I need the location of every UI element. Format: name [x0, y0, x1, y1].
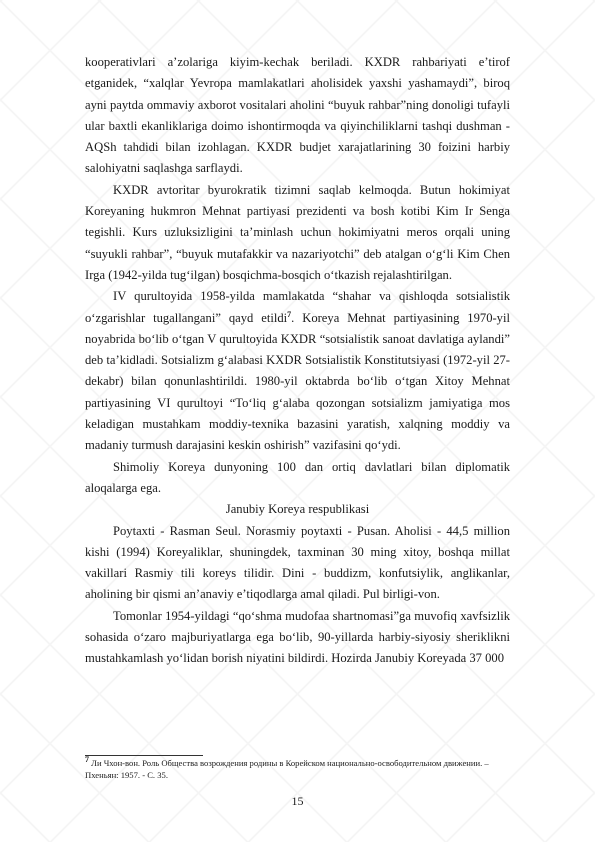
- paragraph-5: Poytaxti - Rasman Seul. Norasmiy poytaxti - Pusan. Aholisi - 44,5 million kishi (1994) Koreyaliklar, shuningdek, taxminan 30 ming xitoy, boshqa millat vakillari Rasmiy tili koreys tilidir. Dini - buddizm, konfutsiylik, anglikanlar, aholining bir qismi an’anaviy e’tiqodlarga amal qiladi. Pul birligi-von.: [85, 523, 510, 602]
- footnote: [85, 755, 510, 781]
- footnote-marker: 7: [85, 755, 89, 765]
- page-body: [85, 52, 510, 670]
- footnote-divider: [85, 755, 203, 756]
- section-heading: Janubiy Koreya respublikasi: [225, 502, 370, 517]
- paragraph-6: Tomonlar 1954-yildagi “qo‘shma mudofaa shartnomasi”ga muvofiq xavfsizlik sohasida o‘zaro majburiyatlarga ega bo‘lib, 90-yillarda harbiy-siyosiy sheriklikni mustahkamlash yo‘lidan borish niyatini bildirdi. Hozirda Janubiy Koreyada 37 000: [85, 608, 510, 666]
- paragraph-3: [85, 286, 510, 456]
- paragraph-2: KXDR avtoritar byurokratik tizimni saqlab kelmoqda. Butun hokimiyat Koreyaning hukmron Mehnat partiyasi prezidenti va bosh kotibi Kim Ir Senga tegishli. Kurs uzluksizligini ta’minlash uchun hokimiyatni meros orqali uning “suyukli rahbar”, “buyuk mutafakkir va nazariyotchi” deb atalgan o‘g‘li Kim Chen Irga (1942-yilda tug‘ilgan) bosqichma-bosqich o‘tkazish rejalashtirilgan.: [85, 182, 510, 282]
- footnote-text: Ли Чхон-вон. Роль Общества возрождения родины в Корейском национально-освободительном движении. – Пхеньян: 1957. - С. 35.: [85, 758, 489, 780]
- paragraph-3-text-end: . Koreya Mehnat partiyasining 1970-yil noyabrida bo‘lib o‘tgan V qurultoyida KXDR “sotsialistik sanoat davlatiga aylandi” deb ta’kidladi. Sotsializm g‘alabasi KXDR Sotsialistik Konstitutsiyasi (1972-yil 27-dekabr) bilan qonunlashtirildi. 1980-yil oktabrda bo‘lib o‘tgan Xitoy Mehnat partiyasining VI qurultoyi “To‘liq g‘alaba qozongan sotsializm jamiyatiga mos keladigan mustahkam moddiy-texnika bazasini yaratish, xalqning moddiy va madaniy turmush darajasini keskin oshirish” vazifasini qo‘ydi.: [85, 310, 510, 453]
- page-number: 15: [291, 794, 304, 808]
- paragraph-3-text-start: IV qurultoyida 1958-yilda mamlakatda “shahar va qishloqda sotsialistik o‘zgarishlar tugallangani” qayd etildi: [85, 289, 510, 325]
- footnote-reference: 7: [287, 309, 292, 319]
- paragraph-4: Shimoliy Koreya dunyoning 100 dan ortiq davlatlari bilan diplomatik aloqalarga ega.: [85, 459, 510, 495]
- paragraph-1: kooperativlari a’zolariga kiyim-kechak beriladi. KXDR rahbariyati e’tirof etganidek, “xalqlar Yevropa mamlakatlari aholisidek yaxshi yashamaydi”, biroq ayni paytda ommaviy axborot vositalari aholini “buyuk rahbar”ning donoligi tufayli ular baxtli ekanliklariga doimo ishontirmoqda va qiyinchiliklarni tashqi dushman - AQSh tahdidi bilan izohlagan. KXDR budjet xarajatlarining 30 foizini harbiy salohiyatni saqlashga sarflaydi.: [85, 55, 510, 176]
